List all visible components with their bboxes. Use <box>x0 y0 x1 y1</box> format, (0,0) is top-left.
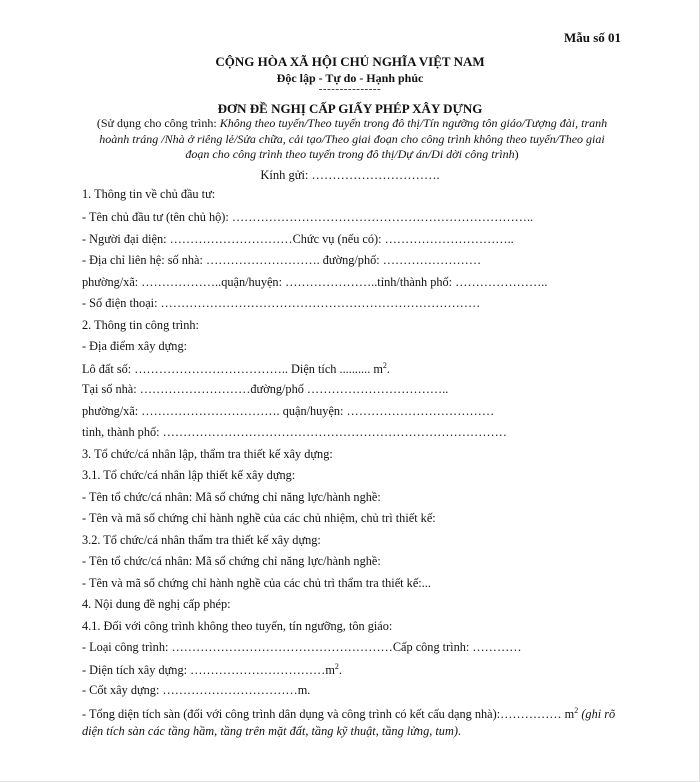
section-3-heading: 3. Tổ chức/cá nhân lập, thẩm tra thiết kế xây dựng: <box>82 447 333 461</box>
section-1-heading: 1. Thông tin về chủ đầu tư: <box>82 187 216 201</box>
province-line: tỉnh, thành phố: ………………………………………………………………………… <box>82 425 507 439</box>
total-floor-area-line <box>82 702 622 740</box>
project-ward-line: phường/xã: ……………………………. quận/huyện: ……………………………… <box>82 404 495 418</box>
total-area-sup: 2 <box>574 706 579 715</box>
design-leaders-line: - Tên và mã số chứng chỉ hành nghề của các chủ nhiệm, chủ trì thiết kế: <box>82 511 436 525</box>
lot-area-tail: . <box>386 362 390 377</box>
location-heading: - Địa điểm xây dựng: <box>82 339 188 353</box>
phone-line: - Số điện thoại: …………………………………………………………………… <box>82 296 481 310</box>
section-4-1-heading: 4.1. Đối với công trình không theo tuyến, tín ngưỡng, tôn giáo: <box>82 619 393 633</box>
house-street-line: Tại số nhà: ………………………đường/phố …………………………….. <box>82 382 449 396</box>
usage-prefix: (Sử dụng cho công trình: <box>96 116 220 130</box>
elevation-line: - Cốt xây dựng: ……………………………m. <box>82 683 311 697</box>
lot-area-line <box>82 361 390 377</box>
building-area-line <box>82 662 342 678</box>
usage-types: Không theo tuyến/Theo tuyến trong đô thị/Tín ngưỡng tôn giáo/Tượng đài, tranh hoành tráng /Nhà ở riêng lẻ/Sửa chữa, cải tạo/Theo giai đoạn cho công trình không theo tuyến/Theo giai đoạn cho công trình theo tuyến trong đô thị/Dự án/Di dời công trình <box>99 116 608 161</box>
building-area-sup: 2 <box>334 662 339 671</box>
form-number: Mẫu số 01 <box>563 30 621 45</box>
total-area-prefix: - Tổng diện tích sàn (đối với công trình dân dụng và công trình có kết cấu dạng nhà):…………… m <box>82 707 575 722</box>
address-line: - Địa chỉ liên hệ: số nhà: ………………………. đường/phố: …………………… <box>82 253 482 267</box>
motto: Độc lập - Tự do - Hạnh phúc <box>276 71 424 85</box>
section-3-1-heading: 3.1. Tổ chức/cá nhân lập thiết kế xây dựng: <box>82 468 296 482</box>
project-type-line: - Loại công trình: ………………………………………………Cấp công trình: ………… <box>82 640 522 654</box>
usage-note <box>92 116 612 163</box>
total-area-suffix: . <box>457 724 461 739</box>
section-4-heading: 4. Nội dung đề nghị cấp phép: <box>82 597 231 611</box>
review-org-line: - Tên tổ chức/cá nhân: Mã số chứng chỉ năng lực/hành nghề: <box>82 554 381 568</box>
usage-suffix: ) <box>514 147 519 161</box>
design-org-line: - Tên tổ chức/cá nhân: Mã số chứng chỉ năng lực/hành nghề: <box>82 490 381 504</box>
document-title: ĐƠN ĐỀ NGHỊ CẤP GIẤY PHÉP XÂY DỰNG <box>217 101 483 116</box>
ward-district-line: phường/xã: ………………..quận/huyện: …………………..tỉnh/thành phố: ………………….. <box>82 275 548 289</box>
section-3-2-heading: 3.2. Tổ chức/cá nhân thẩm tra thiết kế xây dựng: <box>82 533 321 547</box>
building-area-text: - Diện tích xây dựng: ……………………………m <box>82 663 335 678</box>
lot-area-text: Lô đất số: ……………………………….. Diện tích .......... m <box>82 362 383 377</box>
investor-name-line: - Tên chủ đầu tư (tên chủ hộ): ……………………………………………………………….. <box>82 210 534 224</box>
total-area-note: (ghi rõ diện tích sàn các tầng hầm, tầng trên mặt đất, tầng kỹ thuật, tầng lửng, tum) <box>82 707 616 739</box>
recipient-line: Kính gửi: …………………………. <box>260 168 440 182</box>
review-leaders-line: - Tên và mã số chứng chỉ hành nghề của các chủ trì thẩm tra thiết kế:... <box>82 576 431 590</box>
header-separator: --------------- <box>318 83 382 95</box>
building-area-tail: . <box>338 663 342 678</box>
section-2-heading: 2. Thông tin công trình: <box>82 318 199 332</box>
nation-header: CỘNG HÒA XÃ HỘI CHỦ NGHĨA VIỆT NAM <box>215 54 485 69</box>
representative-line: - Người đại diện: …………………………Chức vụ (nếu có): ………………………….. <box>82 232 514 246</box>
lot-area-sup: 2 <box>382 361 387 370</box>
